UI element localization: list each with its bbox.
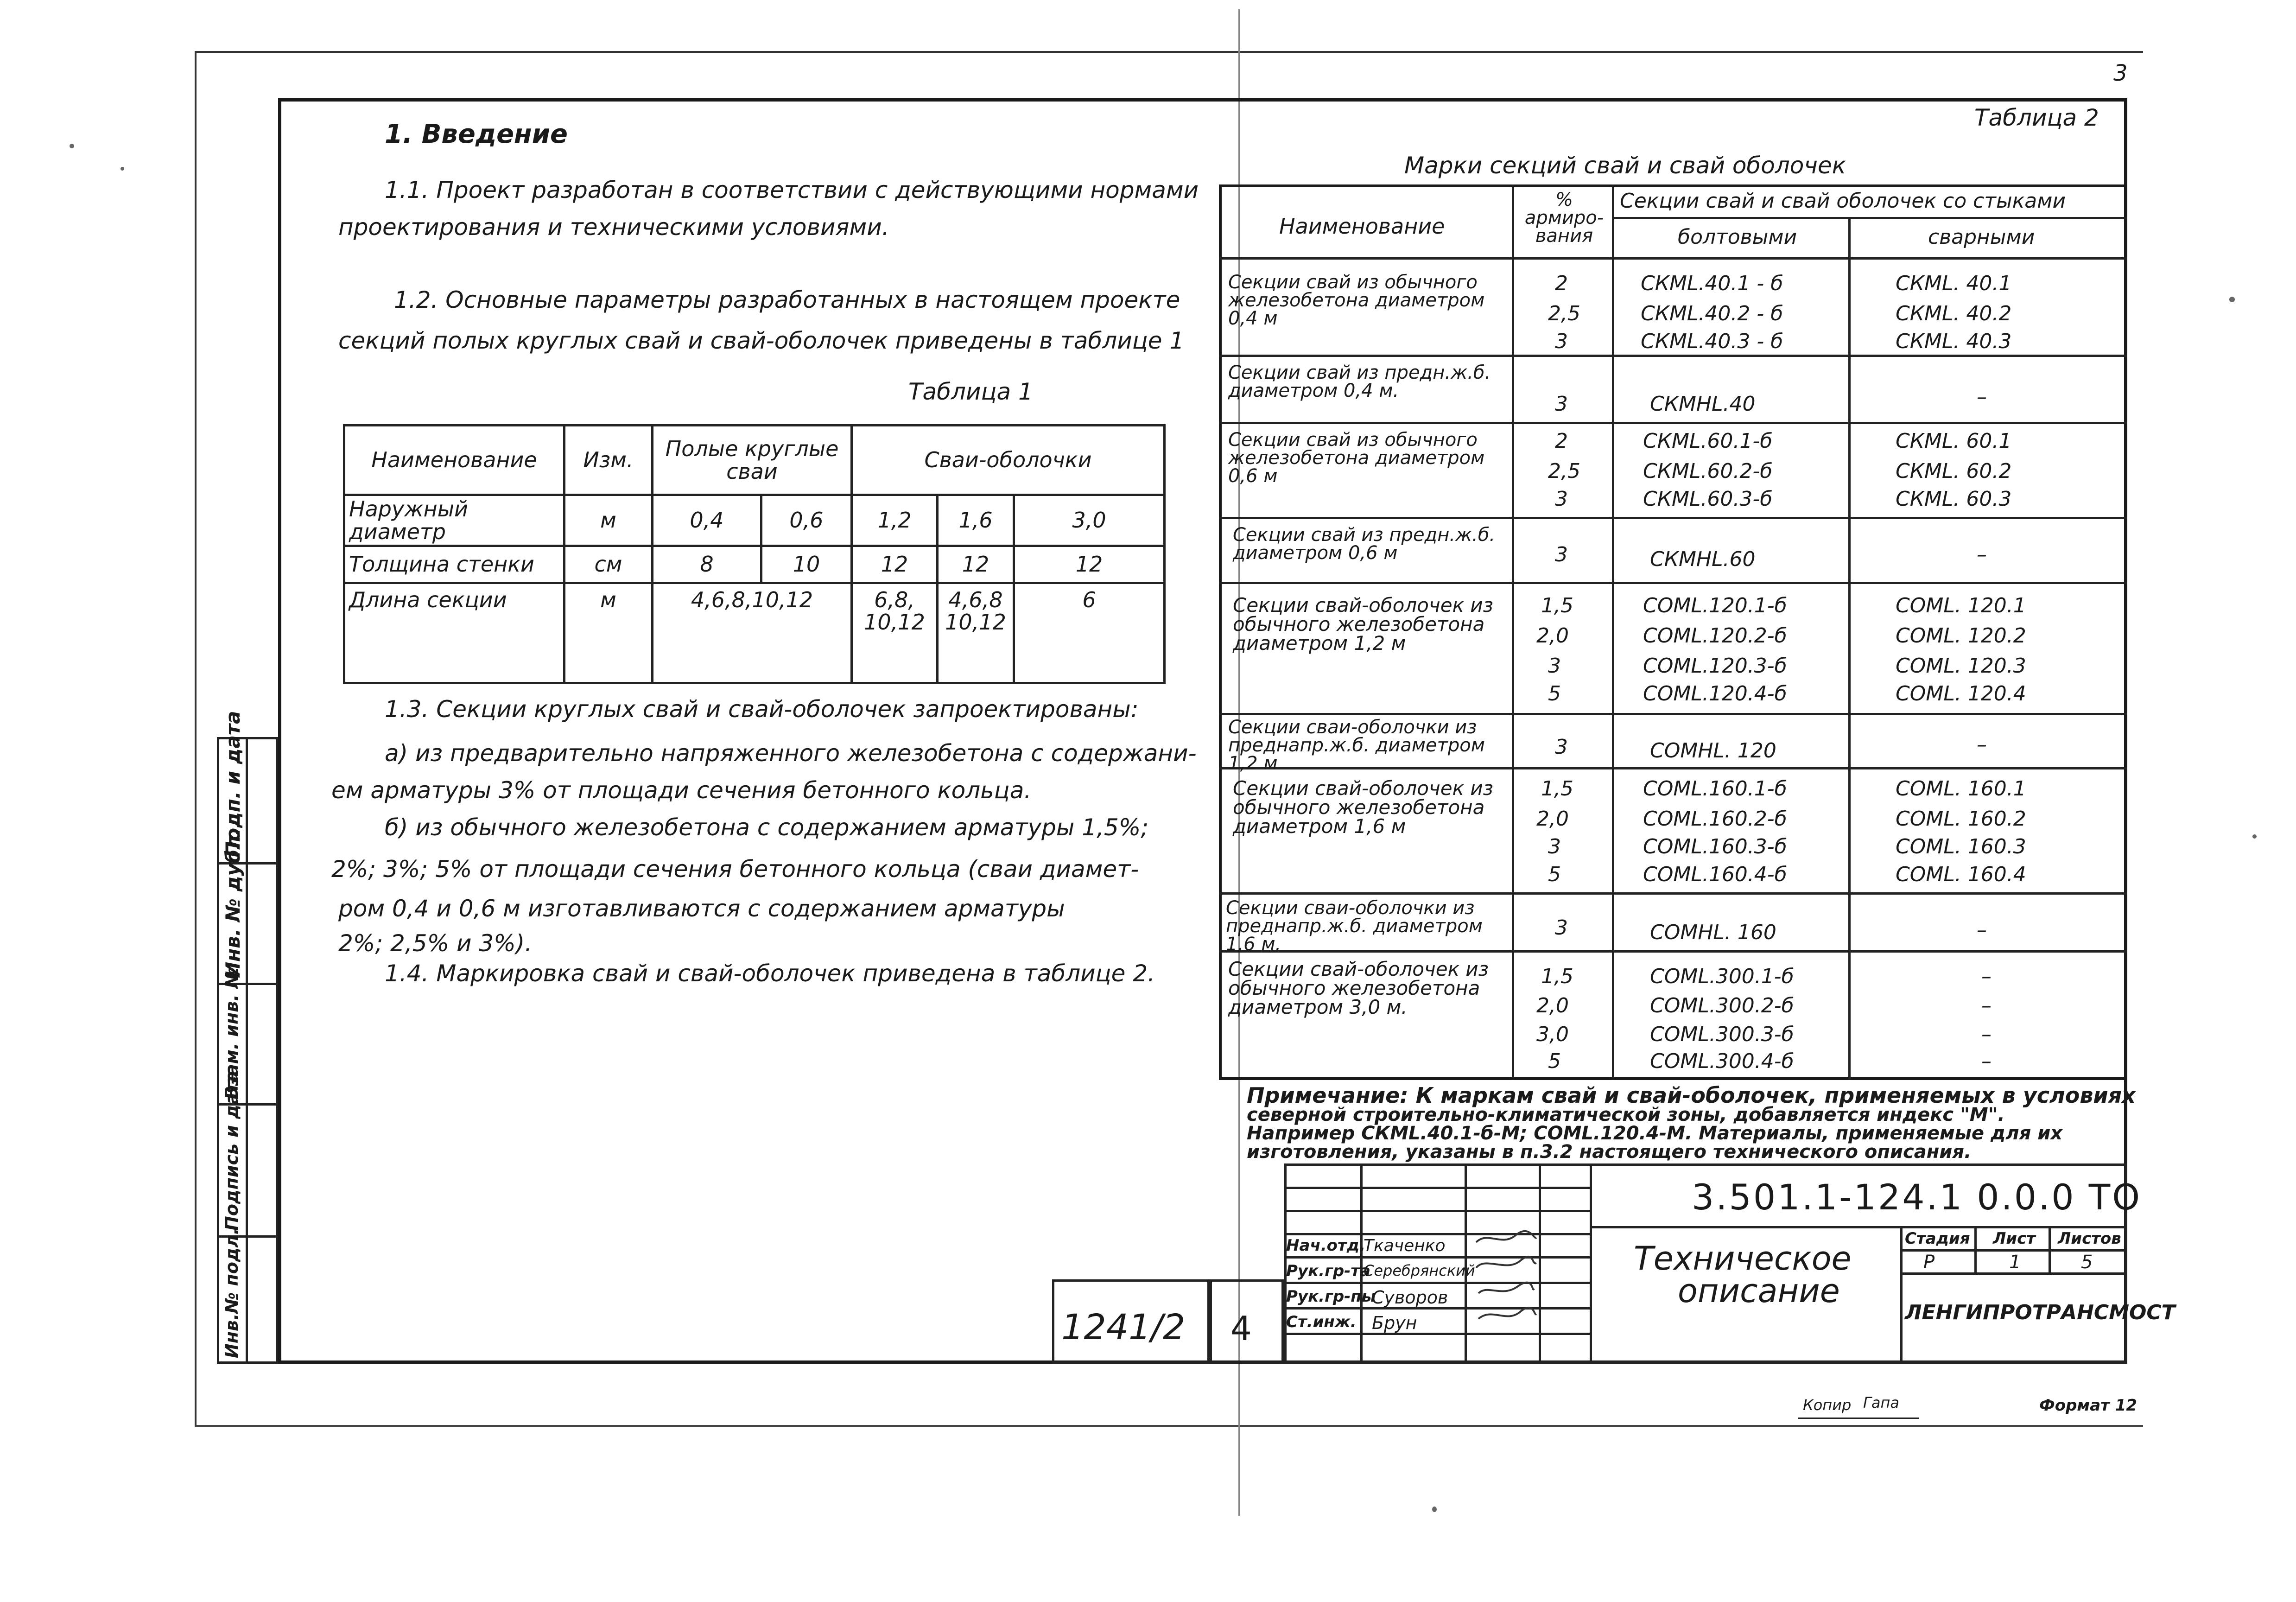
- t2-note-line2: северной строительно-климатической зоны, добавляется индекс "М".: [1247, 1104, 2005, 1125]
- sheet-number-top: 3: [2113, 60, 2128, 86]
- stamp-role: Рук.гр-пы: [1286, 1287, 1376, 1306]
- t2-bolted: СОМL.160.2-б: [1643, 807, 1787, 831]
- intro-p3-b2: 2%; 3%; 5% от площади сечения бетонного кольца (сваи диамет-: [331, 856, 1139, 883]
- t2-bolted: СОМL.300.4-б: [1650, 1049, 1794, 1073]
- stamp-line: [2049, 1226, 2051, 1272]
- table1-caption: Таблица 1: [908, 378, 1033, 405]
- t2-pct: 2,5: [1548, 459, 1580, 483]
- t1-row-unit: м: [564, 495, 653, 546]
- t1-head-name: Наименование: [344, 426, 564, 495]
- t2-pct: 3: [1555, 392, 1568, 416]
- intro-p1-line2: проектирования и техническими условиями.: [338, 214, 889, 241]
- t2-group-name: Секции свай из обычного железобетона диаметром 0,6 м: [1228, 429, 1485, 487]
- intro-p3-b1: б) из обычного железобетона с содержанием арматуры 1,5%;: [385, 814, 1149, 841]
- t2-row-line: [1219, 517, 2127, 519]
- t2-pct: 3: [1555, 543, 1568, 566]
- t2-bolted: СКМНL.40: [1650, 392, 1756, 416]
- t2-group-name: Секции свай из предн.ж.б. диаметром 0,6 м: [1233, 524, 1496, 564]
- t2-welded: СКМL. 40.2: [1896, 302, 2012, 325]
- scan-speck: [1432, 1507, 1437, 1512]
- t1-cell: 12: [852, 546, 938, 583]
- stamp-person: Серебрянский: [1364, 1262, 1475, 1279]
- t2-col-line: [1512, 184, 1514, 1080]
- scan-speck: [2229, 297, 2235, 302]
- t2-bolted: СОМL.300.3-б: [1650, 1023, 1794, 1046]
- t2-group-name: Секции свай-оболочек из обычного железобетона диаметром 3,0 м.: [1228, 958, 1489, 1019]
- t1-cell: 10: [761, 546, 852, 583]
- table2-caption: Таблица 2: [1974, 104, 2099, 131]
- footer-underline: [1798, 1418, 1919, 1419]
- t2-bolted: СКМL.40.2 - б: [1641, 302, 1783, 325]
- t2-welded: СКМL. 60.3: [1896, 487, 2012, 511]
- stamp-line: [1284, 1233, 1590, 1235]
- t2-bolted: СОМL.160.1-б: [1643, 777, 1787, 801]
- t2-head-line: [1219, 257, 2127, 260]
- stamp-line: [1974, 1226, 1977, 1272]
- doc-code: 3.501.1-124.1 0.0.0 ТО: [1692, 1176, 2142, 1218]
- t2-bolted: СОМL.300.1-б: [1650, 965, 1794, 988]
- t1-cell: 0,4: [653, 495, 761, 546]
- sidebar-divider: [246, 737, 248, 1364]
- t2-welded: –: [1977, 918, 1987, 942]
- t2-group-name: Секции свай-оболочек из обычного железобетона диаметром 1,6 м: [1233, 777, 1493, 838]
- t2-welded: –: [1977, 385, 1987, 409]
- scan-speck: [2252, 834, 2257, 839]
- sidebar-field-sign-date: Подп. и дата: [222, 711, 244, 858]
- scan-speck: [121, 167, 124, 171]
- intro-p3-a2: ем арматуры 3% от площади сечения бетонного кольца.: [331, 777, 1032, 804]
- t2-welded: СОМL. 160.4: [1896, 863, 2026, 886]
- t2-welded: СКМL. 40.3: [1896, 330, 2012, 353]
- stamp-role: Нач.отд.: [1286, 1236, 1366, 1255]
- t2-welded: СОМL. 160.1: [1896, 777, 2026, 801]
- t2-group-name: Секции сваи-оболочки из преднапр.ж.б. диаметром 1,2 м: [1228, 717, 1485, 775]
- intro-p2-line1: 1.2. Основные параметры разработанных в настоящем проекте: [394, 286, 1180, 313]
- t1-cell: 6,8, 10,12: [852, 583, 938, 683]
- t2-pct: 2,5: [1548, 302, 1580, 325]
- stamp-line: [1284, 1210, 1590, 1212]
- intro-p1-line1: 1.1. Проект разработан в соответствии с действующими нормами: [385, 177, 1199, 203]
- sidebar-field-dup-inv: Инв. № дубл.: [222, 828, 244, 978]
- t2-pct: 2,0: [1536, 994, 1569, 1017]
- album-sheet: 4: [1230, 1309, 1252, 1348]
- intro-heading: 1. Введение: [385, 119, 568, 149]
- t2-pct: 3: [1555, 487, 1568, 511]
- stamp-role: Ст.инж.: [1286, 1313, 1357, 1331]
- t2-welded: СКМL. 40.1: [1896, 272, 2012, 295]
- stamp-line: [1590, 1163, 1592, 1364]
- t1-cell: 0,6: [761, 495, 852, 546]
- t2-group-name: Секции сваи-оболочки из преднапр.ж.б. диаметром 1,6 м.: [1226, 897, 1483, 955]
- t2-head-pct: % армиро-вания: [1524, 189, 1604, 247]
- stamp-line: [1284, 1187, 1590, 1189]
- scan-speck: [70, 144, 74, 148]
- t2-bolted: СОМL.120.1-б: [1643, 594, 1787, 617]
- t2-head-joints: Секции свай и свай оболочек со стыками: [1620, 189, 2066, 213]
- table-1: [343, 424, 1166, 684]
- t2-bolted: СКМL.60.3-б: [1643, 487, 1773, 511]
- t2-row-line: [1219, 422, 2127, 424]
- t2-pct: 1,5: [1541, 777, 1573, 801]
- t2-welded: –: [1977, 543, 1987, 566]
- doc-title-line1: Техническое: [1634, 1240, 1852, 1278]
- t2-welded: СКМL. 60.2: [1896, 459, 2012, 483]
- sheet-label: Лист: [1993, 1229, 2036, 1248]
- t2-bolted: СОМL.120.3-б: [1643, 654, 1787, 678]
- stamp-line: [1284, 1256, 1590, 1259]
- t2-pct: 3: [1548, 654, 1561, 678]
- t1-cell: 1,2: [852, 495, 938, 546]
- t2-head-line: [1612, 217, 2127, 219]
- t1-head-unit: Изм.: [564, 426, 653, 495]
- intro-p2-line2: секций полых круглых свай и свай-оболочек приведены в таблице 1: [338, 327, 1185, 354]
- t2-row-line: [1219, 713, 2127, 715]
- t2-bolted: СКМL.40.3 - б: [1641, 330, 1783, 353]
- sidebar-field-replace-inv: Взам. инв. №: [222, 967, 242, 1100]
- stamp-person: Ткаченко: [1364, 1236, 1446, 1255]
- stamp-person: Брун: [1372, 1313, 1417, 1333]
- t2-head-bolted: болтовыми: [1678, 225, 1797, 249]
- t2-note-line1: Примечание: К маркам свай и свай-оболочек, применяемых в условиях: [1247, 1083, 2136, 1108]
- t2-pct: 5: [1548, 1049, 1561, 1073]
- t2-group-name: Секции свай из обычного железобетона диаметром 0,4 м: [1228, 272, 1485, 330]
- t2-welded: СОМL. 120.3: [1896, 654, 2026, 678]
- t2-bolted: СОМL.160.4-б: [1643, 863, 1787, 886]
- stamp-line: [1284, 1282, 1590, 1284]
- t2-pct: 1,5: [1541, 965, 1573, 988]
- t1-cell: 6: [1014, 583, 1165, 683]
- t2-bolted: СКМL.60.2-б: [1643, 459, 1773, 483]
- t2-pct: 3: [1555, 735, 1568, 759]
- stage-value: Р: [1923, 1252, 1935, 1273]
- album-number: 1241/2: [1061, 1306, 1186, 1348]
- t2-welded: –: [1981, 1049, 1992, 1073]
- t1-cell: 4,6,8,10,12: [653, 583, 852, 683]
- t1-row-unit: м: [564, 583, 653, 683]
- t1-cell: 4,6,8 10,12: [938, 583, 1014, 683]
- t2-welded: СОМL. 160.3: [1896, 835, 2026, 858]
- t2-row-line: [1219, 892, 2127, 895]
- t2-pct: 2,0: [1536, 624, 1569, 648]
- sidebar-field-orig-inv: Инв.№ подл.: [222, 1228, 242, 1358]
- t2-welded: СОМL. 160.2: [1896, 807, 2026, 831]
- t2-welded: –: [1977, 733, 1987, 756]
- t2-group-name: Секции свай из предн.ж.б. диаметром 0,4 м.: [1228, 362, 1491, 402]
- t2-pct: 5: [1548, 863, 1561, 886]
- t2-bolted: СОМL.120.4-б: [1643, 682, 1787, 706]
- t1-cell: 3,0: [1014, 495, 1165, 546]
- t2-head-name: Наименование: [1279, 214, 1445, 239]
- t2-welded: СКМL. 60.1: [1896, 429, 2012, 453]
- signatures: [1474, 1228, 1539, 1333]
- t2-pct: 3,0: [1536, 1023, 1569, 1046]
- t2-welded: –: [1981, 965, 1992, 988]
- t2-group-name: Секции свай-оболочек из обычного железобетона диаметром 1,2 м: [1233, 594, 1493, 655]
- t2-pct: 5: [1548, 682, 1561, 706]
- t1-row-name: Наружный диаметр: [344, 495, 564, 546]
- t2-bolted: СОМL.160.3-б: [1643, 835, 1787, 858]
- t1-row-name: Длина секции: [344, 583, 564, 683]
- sheets-value: 5: [2081, 1252, 2093, 1273]
- t2-pct: 3: [1555, 330, 1568, 353]
- t2-welded: –: [1981, 994, 1992, 1017]
- stamp-role: Рук.гр-та: [1286, 1262, 1370, 1280]
- sheet-value: 1: [2009, 1252, 2021, 1273]
- t2-pct: 2: [1555, 272, 1568, 295]
- t1-cell: 8: [653, 546, 761, 583]
- t2-pct: 3: [1555, 916, 1568, 940]
- t1-head-piles: Полые круглые сваи: [653, 426, 852, 495]
- intro-p3-a1: а) из предварительно напряженного железобетона с содержани-: [385, 740, 1197, 767]
- t1-row-unit: см: [564, 546, 653, 583]
- t2-note-line4: изготовления, указаны в п.3.2 настоящего технического описания.: [1247, 1141, 1972, 1163]
- t2-row-line: [1219, 355, 2127, 357]
- t2-note-line3: Например СКМL.40.1-б-М; СОМL.120.4-М. Материалы, применяемые для их: [1247, 1123, 2063, 1144]
- intro-p3-b3: ром 0,4 и 0,6 м изготавливаются с содержанием арматуры: [338, 895, 1065, 922]
- organization: ЛЕНГИПРОТРАНСМОСТ: [1905, 1301, 2175, 1324]
- t2-bolted: СОМНL. 120: [1650, 739, 1776, 763]
- t2-welded: СОМL. 120.4: [1896, 682, 2026, 706]
- t2-bolted: СКМL.60.1-б: [1643, 429, 1773, 453]
- stamp-person: Суворов: [1372, 1287, 1448, 1308]
- t2-bolted: СКМL.40.1 - б: [1641, 272, 1783, 295]
- t1-row-name: Толщина стенки: [344, 546, 564, 583]
- intro-p3-line1: 1.3. Секции круглых свай и свай-оболочек запроектированы:: [385, 696, 1139, 723]
- t2-welded: СОМL. 120.2: [1896, 624, 2026, 648]
- t2-bolted: СОМL.300.2-б: [1650, 994, 1794, 1017]
- t2-bolted: СОМНL. 160: [1650, 921, 1776, 944]
- t2-bolted: СКМНL.60: [1650, 547, 1756, 571]
- footer-copy-sign: Гапа: [1863, 1394, 1899, 1411]
- intro-p3-b4: 2%; 2,5% и 3%).: [338, 930, 533, 957]
- stage-label: Стадия: [1905, 1229, 1970, 1248]
- stamp-line: [1900, 1226, 1903, 1364]
- t2-pct: 3: [1548, 835, 1561, 858]
- t2-pct: 1,5: [1541, 594, 1573, 617]
- t1-head-shells: Сваи-оболочки: [852, 426, 1165, 495]
- sheets-label: Листов: [2058, 1229, 2121, 1248]
- t2-welded: СОМL. 120.1: [1896, 594, 2026, 617]
- t2-pct: 2,0: [1536, 807, 1569, 831]
- doc-title-line2: описание: [1678, 1272, 1840, 1310]
- intro-p4: 1.4. Маркировка свай и свай-оболочек приведена в таблице 2.: [385, 960, 1155, 987]
- t2-welded: –: [1981, 1023, 1992, 1046]
- footer-copy-label: Копир: [1803, 1396, 1852, 1414]
- stamp-line: [1590, 1226, 2127, 1228]
- sidebar-field-signature: Подпись и дата: [222, 1070, 242, 1231]
- footer-format: Формат 12: [2039, 1396, 2137, 1415]
- stamp-line: [1284, 1333, 1590, 1335]
- t2-col-line: [1612, 184, 1614, 1080]
- t1-cell: 1,6: [938, 495, 1014, 546]
- t1-cell: 12: [938, 546, 1014, 583]
- t2-row-line: [1219, 582, 2127, 584]
- t2-pct: 2: [1555, 429, 1568, 453]
- t1-cell: 12: [1014, 546, 1165, 583]
- t2-bolted: СОМL.120.2-б: [1643, 624, 1787, 648]
- t2-head-welded: сварными: [1928, 225, 2035, 249]
- table2-title: Марки секций свай и свай оболочек: [1404, 152, 1846, 179]
